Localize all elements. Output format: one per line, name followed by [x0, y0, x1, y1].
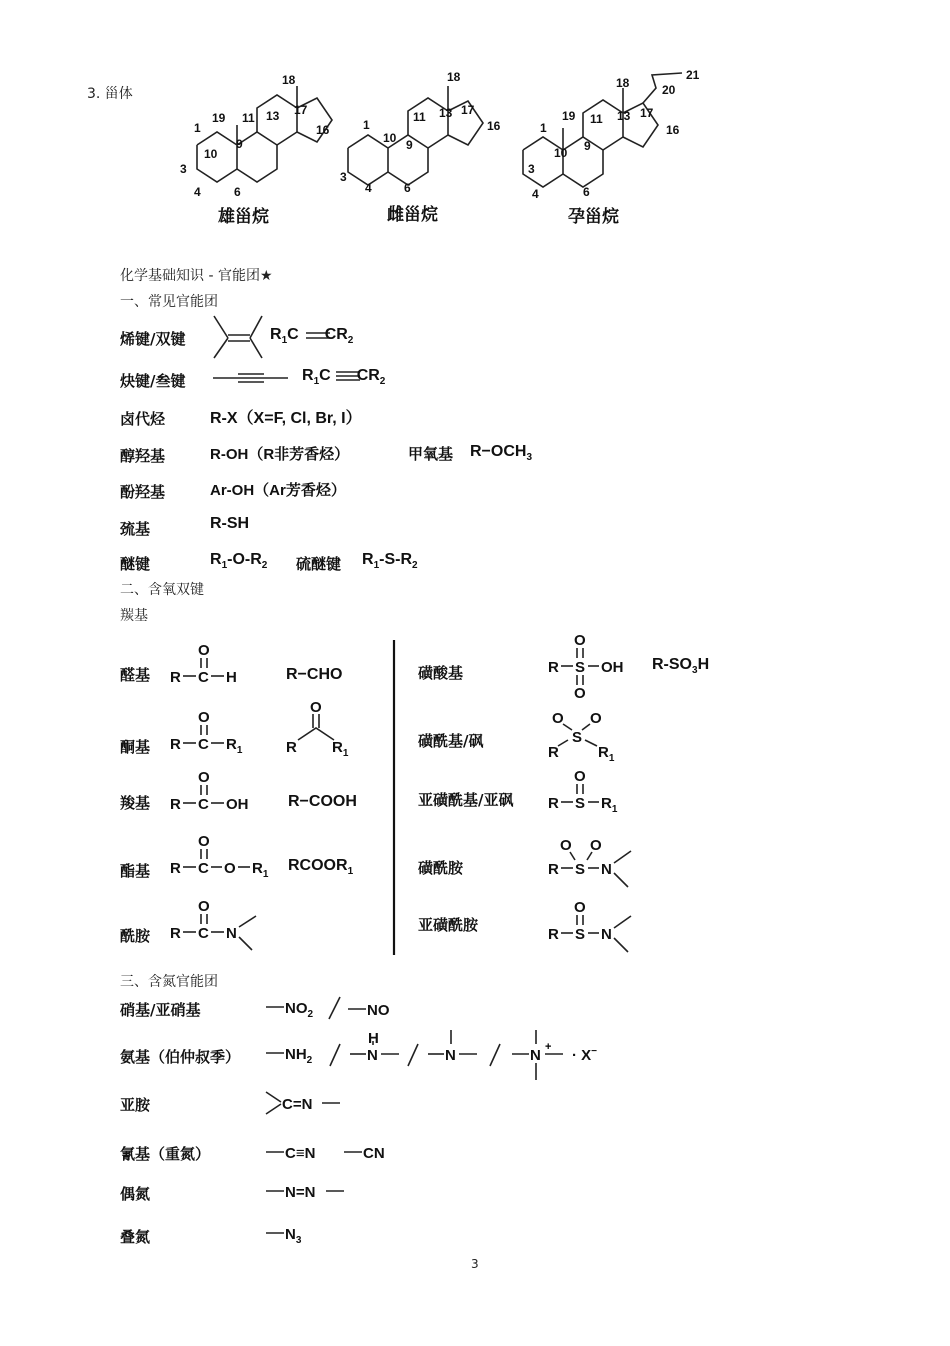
halide-label: 卤代烃	[120, 410, 166, 428]
svg-text:C=N: C=N	[282, 1096, 313, 1113]
svg-text:R: R	[548, 795, 559, 812]
svg-text:R: R	[170, 860, 181, 877]
alkene-label: 烯键/双键	[120, 330, 186, 348]
svg-text:O: O	[574, 899, 586, 916]
amine-label: 氨基（伯仲叔季）	[120, 1048, 241, 1066]
ether-label: 醚键	[120, 555, 151, 573]
sulfinyl-structure	[548, 768, 618, 815]
svg-text:R1: $R_1$	[598, 744, 615, 764]
thiol-label: 巯基	[120, 520, 151, 538]
phenol-formula: Ar-OH（Ar芳香烃）	[210, 482, 346, 499]
sulfinyl-label: 亚磺酰基/亚砜	[418, 791, 514, 809]
androstane-structure	[180, 73, 332, 227]
aldehyde-label: 醛基	[120, 666, 151, 684]
svg-text:C: C	[198, 736, 209, 753]
section-title: 3. 甾体	[87, 86, 133, 102]
svg-text:O: O	[574, 632, 586, 649]
steroid-name: 孕甾烷	[568, 207, 619, 227]
halide-formula: R-X（X=F, Cl, Br, I）	[210, 410, 362, 427]
svg-text:NO: NO	[367, 1002, 390, 1019]
part2-title: 二、含氧双键	[120, 582, 204, 598]
aldehyde-alt: R−CHO	[286, 666, 343, 683]
steroid-number: 10	[204, 147, 218, 161]
estrane-structure	[340, 70, 501, 225]
svg-text:N: N	[530, 1047, 541, 1064]
alkyne-formula: $R_1C$ $CR_2$	[302, 367, 386, 388]
steroid-number: 13	[266, 109, 280, 123]
svg-text:NH2: $NH_2$	[285, 1046, 313, 1066]
svg-text:N: N	[367, 1047, 378, 1064]
steroid-number: 4	[194, 185, 201, 199]
ketone-structure	[170, 699, 349, 759]
steroid-number: 17	[461, 103, 475, 117]
svg-text:N: N	[601, 926, 612, 943]
svg-text:H: H	[368, 1030, 379, 1047]
steroid-number: 18	[282, 73, 296, 87]
ester-structure	[170, 833, 269, 880]
svg-text:R: R	[170, 796, 181, 813]
svg-text:S: S	[575, 861, 586, 878]
sulfonic-alt: $R-SO_3H$	[652, 656, 710, 677]
steroid-number: 18	[616, 76, 630, 90]
azide-structure	[266, 1226, 302, 1246]
sulfinamide-label: 亚磺酰胺	[418, 916, 479, 934]
svg-text:R1: $R_1$	[332, 739, 349, 759]
steroid-number: 3	[340, 170, 347, 184]
steroid-number: 1	[194, 121, 201, 135]
steroid-number: 6	[234, 185, 241, 199]
sulfonyl-structure	[548, 710, 615, 764]
steroid-number: 9	[584, 139, 591, 153]
svg-text:O: O	[198, 769, 210, 786]
svg-text:OH: OH	[226, 796, 249, 813]
steroid-number: 17	[640, 106, 654, 120]
sulfonyl-label: 磺酰基/砜	[418, 732, 484, 750]
svg-text:R: R	[286, 739, 297, 756]
imine-label: 亚胺	[120, 1096, 151, 1114]
svg-text:· X−: · X−	[572, 1046, 598, 1064]
svg-text:N=N: N=N	[285, 1184, 316, 1201]
methoxy-label: 甲氧基	[408, 445, 454, 463]
steroid-number: 11	[590, 112, 603, 126]
steroid-number: 4	[532, 187, 539, 201]
alcohol-formula: R-OH（R非芳香烃）	[210, 446, 350, 463]
nitrile-label: 氰基（重氮）	[120, 1145, 211, 1163]
steroid-number: 6	[404, 181, 411, 195]
azide-label: 叠氮	[120, 1228, 151, 1246]
svg-text:R: R	[170, 925, 181, 942]
steroid-number: 13	[617, 109, 631, 123]
svg-text:O: O	[560, 837, 572, 854]
functional-group-heading: 化学基础知识 - 官能团★	[120, 268, 273, 284]
steroid-number: 9	[406, 138, 413, 152]
amine-structure	[266, 1030, 597, 1080]
svg-text:CN: CN	[363, 1145, 385, 1162]
steroid-number: 11	[242, 111, 255, 125]
svg-text:OH: OH	[601, 659, 624, 676]
svg-text:O: O	[198, 642, 210, 659]
page-number: 3	[471, 1257, 479, 1271]
svg-text:H: H	[226, 669, 237, 686]
svg-text:N: N	[445, 1047, 456, 1064]
svg-text:N: N	[601, 861, 612, 878]
steroid-number: 10	[383, 131, 397, 145]
steroid-number: 11	[413, 110, 426, 124]
sulfonamide-structure	[548, 837, 631, 887]
steroid-name: 雄甾烷	[218, 207, 269, 227]
steroid-number: 1	[363, 118, 370, 132]
sulfinamide-structure	[548, 899, 631, 952]
steroid-number: 19	[212, 111, 226, 125]
svg-text:R1: $R_1$	[252, 860, 269, 880]
svg-text:C: C	[198, 860, 209, 877]
steroid-number: 10	[554, 146, 568, 160]
svg-text:O: O	[198, 833, 210, 850]
alcohol-label: 醇羟基	[120, 447, 166, 465]
carboxyl-structure	[170, 769, 249, 813]
amide-structure	[170, 898, 256, 950]
ester-label: 酯基	[120, 862, 151, 880]
svg-text:R: R	[170, 736, 181, 753]
steroid-number: 17	[294, 103, 308, 117]
svg-text:O: O	[552, 710, 564, 727]
svg-text:R: R	[548, 926, 559, 943]
aldehyde-structure	[170, 642, 237, 686]
steroid-number: 16	[666, 123, 680, 137]
svg-text:O: O	[574, 768, 586, 785]
pregnane-structure	[523, 68, 700, 227]
svg-text:S: S	[575, 926, 586, 943]
phenol-label: 酚羟基	[120, 483, 166, 501]
steroid-number: 9	[236, 137, 243, 151]
steroid-number: 19	[562, 109, 576, 123]
part1-title: 一、常见官能团	[120, 294, 218, 310]
ester-alt: $RCOOR_1$	[288, 857, 354, 878]
steroid-name: 雌甾烷	[387, 205, 438, 225]
azo-structure	[266, 1184, 344, 1201]
steroid-number: 6	[583, 185, 590, 199]
svg-text:O: O	[590, 837, 602, 854]
amide-label: 酰胺	[120, 927, 151, 945]
sulfonic-structure	[548, 632, 624, 702]
steroid-number: 16	[487, 119, 501, 133]
nitrile-structure	[266, 1145, 385, 1162]
steroid-number: 4	[365, 181, 372, 195]
azo-label: 偶氮	[120, 1185, 151, 1203]
steroid-number: 20	[662, 83, 676, 97]
svg-text:N: N	[226, 925, 237, 942]
nitro-structure	[266, 997, 390, 1020]
svg-text:C: C	[198, 925, 209, 942]
carbonyl-subtitle: 羰基	[120, 608, 148, 624]
steroid-number: 18	[447, 70, 461, 84]
steroid-number: 3	[180, 162, 187, 176]
svg-text:O: O	[310, 699, 322, 716]
thioether-label: 硫醚键	[296, 555, 342, 573]
svg-text:R: R	[548, 659, 559, 676]
svg-text:C: C	[198, 669, 209, 686]
carboxyl-alt: R−COOH	[288, 793, 357, 810]
svg-text:S: S	[572, 729, 583, 746]
svg-text:C: C	[198, 796, 209, 813]
carboxyl-label: 羧基	[120, 794, 151, 812]
svg-text:R1: $R_1$	[601, 795, 618, 815]
svg-text:R: R	[170, 669, 181, 686]
svg-text:S: S	[575, 659, 586, 676]
alkyne-label: 炔键/叁键	[120, 372, 186, 390]
ether-formula: $R_1-O-R_2$	[210, 551, 268, 572]
thioether-formula: $R_1-S-R_2$	[362, 551, 418, 572]
svg-text:O: O	[198, 898, 210, 915]
svg-text:R1: $R_1$	[226, 736, 243, 756]
sulfonamide-label: 磺酰胺	[418, 859, 464, 877]
svg-text:R: R	[548, 861, 559, 878]
nitro-label: 硝基/亚硝基	[120, 1001, 201, 1019]
svg-text:O: O	[224, 860, 236, 877]
steroid-number: 16	[316, 123, 330, 137]
svg-text:C≡N: C≡N	[285, 1145, 316, 1162]
svg-text:NO2: $NO_2$	[285, 1000, 314, 1020]
alkene-formula: $R_1C$ $CR_2$	[270, 326, 354, 347]
svg-text:N3: $N_3$	[285, 1226, 302, 1246]
imine-structure	[266, 1092, 340, 1114]
thiol-formula: R-SH	[210, 515, 250, 532]
svg-text:O: O	[198, 709, 210, 726]
steroid-number: 13	[439, 106, 453, 120]
sulfonic-label: 磺酸基	[418, 664, 464, 682]
ketone-label: 酮基	[120, 738, 151, 756]
svg-text:S: S	[575, 795, 586, 812]
steroid-number: 3	[528, 162, 535, 176]
part3-title: 三、含氮官能团	[120, 974, 218, 990]
svg-text:O: O	[590, 710, 602, 727]
svg-text:R: R	[548, 744, 559, 761]
methoxy-formula: $R-OCH_3$	[470, 443, 533, 464]
svg-text:+: +	[545, 1041, 552, 1053]
steroid-number: 1	[540, 121, 547, 135]
svg-text:O: O	[574, 685, 586, 702]
steroid-number: 21	[686, 68, 700, 82]
